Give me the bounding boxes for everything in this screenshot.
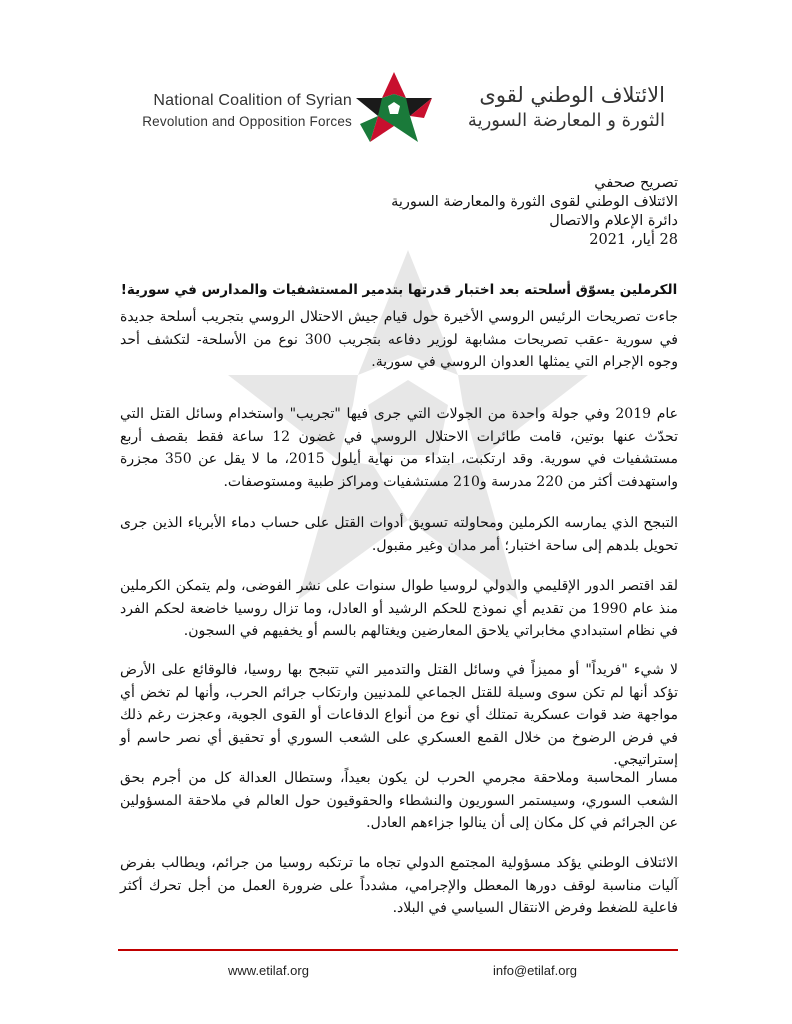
press-release-meta [120, 174, 678, 250]
paragraph: لقد اقتصر الدور الإقليمي والدولي لروسيا طوال سنوات على نشر الفوضى، ولم يتمكن الكرملين منذ عام 1990 من تقديم أي نموذج للحكم الرشيد أو العادل، وما تزال روسيا خاضعة لحكم الفرد في نظام استبدادي مخابراتي يلاحق المعارضين ويغتالهم بالسم أو يخفيهم في السجون. [120, 578, 678, 639]
footer-divider [118, 949, 678, 951]
paragraph: عام 2019 وفي جولة واحدة من الجولات التي جرى فيها "تجريب" واستخدام وسائل القتل التي تحدّث عنها بوتين، قامت طائرات الاحتلال الروسي في غضون 12 ساعة فقط بقصف أربع مستشفيات في سورية. وقد ارتكبت، ابتداء من نهاية أيلول 2015، ما لا يقل عن 350 مجزرة واستهدفت أكثر من 220 مدرسة و210 مستشفيات ومراكز طبية ومستوصفات. [120, 406, 678, 490]
paragraph: لا شيء "فريداً" أو مميزاً في وسائل القتل والتدمير التي تتبجح بها روسيا، فالوقائع على الأرض تؤكد أنها لم تكن سوى وسيلة للقتل الجماعي للمدنيين وارتكاب جرائم الحرب، وأنها لم تخض أي مواجهة ضد قوات عسكرية تمتلك أي نوع من أنواع الدفاعات أو القوى الجوية، وعجزت رغم ذلك في فرض الرضوخ من خلال القمع العسكري على الشعب السوري أو تحقيق أي نصر حاسم أو إستراتيجي. [120, 662, 678, 768]
paragraph: الائتلاف الوطني يؤكد مسؤولية المجتمع الدولي تجاه ما ترتكبه روسيا من جرائم، ويطالب بفرض آليات مناسبة لوقف دورها المعطل والإجرامي، مشدداً على ضرورة العمل من أجل تحرك أكثر فاعلية للضغط وفرض الانتقال السياسي في البلاد. [120, 855, 678, 916]
department: دائرة الإعلام والاتصال [549, 213, 678, 229]
paragraph: جاءت تصريحات الرئيس الروسي الأخيرة حول قيام جيش الاحتلال الروسي بتجريب أسلحة جديدة في سورية -عقب تصريحات مشابهة لوزير دفاعه بتجريب 300 نوع من الأسلحة- لتكشف أحد وجوه الإجرام التي يمثلها العدوان الروسي في سورية. [120, 309, 678, 370]
issuer: الائتلاف الوطني لقوى الثورة والمعارضة السورية [391, 194, 678, 210]
org-name-english-line2: Revolution and Opposition Forces [142, 114, 352, 129]
org-name-arabic [440, 82, 665, 133]
org-name-english [132, 90, 352, 132]
coalition-star-logo-icon [350, 68, 438, 148]
org-name-arabic-line2: الثورة و المعارضة السورية [467, 110, 665, 131]
website-link[interactable]: www.etilaf.org [228, 963, 309, 978]
headline: الكرملين يسوّق أسلحته بعد اختبار قدرتها بتدمير المستشفيات والمدارس في سورية! [120, 282, 678, 298]
letterhead [0, 68, 792, 148]
date: 28 أيار، 2021 [589, 232, 678, 248]
email-link[interactable]: info@etilaf.org [493, 963, 578, 978]
paragraph: مسار المحاسبة وملاحقة مجرمي الحرب لن يكون بعيداً، وستطال العدالة كل من أجرم بحق الشعب السوري، وسيستمر السوريون والنشطاء والحقوقيون حول العالم في ملاحقة المسؤولين عن الجرائم في كل مكان إلى أن ينالوا جزاءهم العادل. [120, 770, 678, 831]
org-name-english-line1: National Coalition of Syrian [153, 92, 352, 109]
document-type: تصريح صحفي [594, 175, 678, 191]
org-name-arabic-line1: الائتلاف الوطني لقوى [479, 83, 665, 107]
paragraph: التبجح الذي يمارسه الكرملين ومحاولته تسويق أدوات القتل على حساب دماء الأبرياء الذين جرى تحويل بلدهم إلى ساحة اختبار؛ أمر مدان وغير مقبول. [120, 515, 678, 554]
